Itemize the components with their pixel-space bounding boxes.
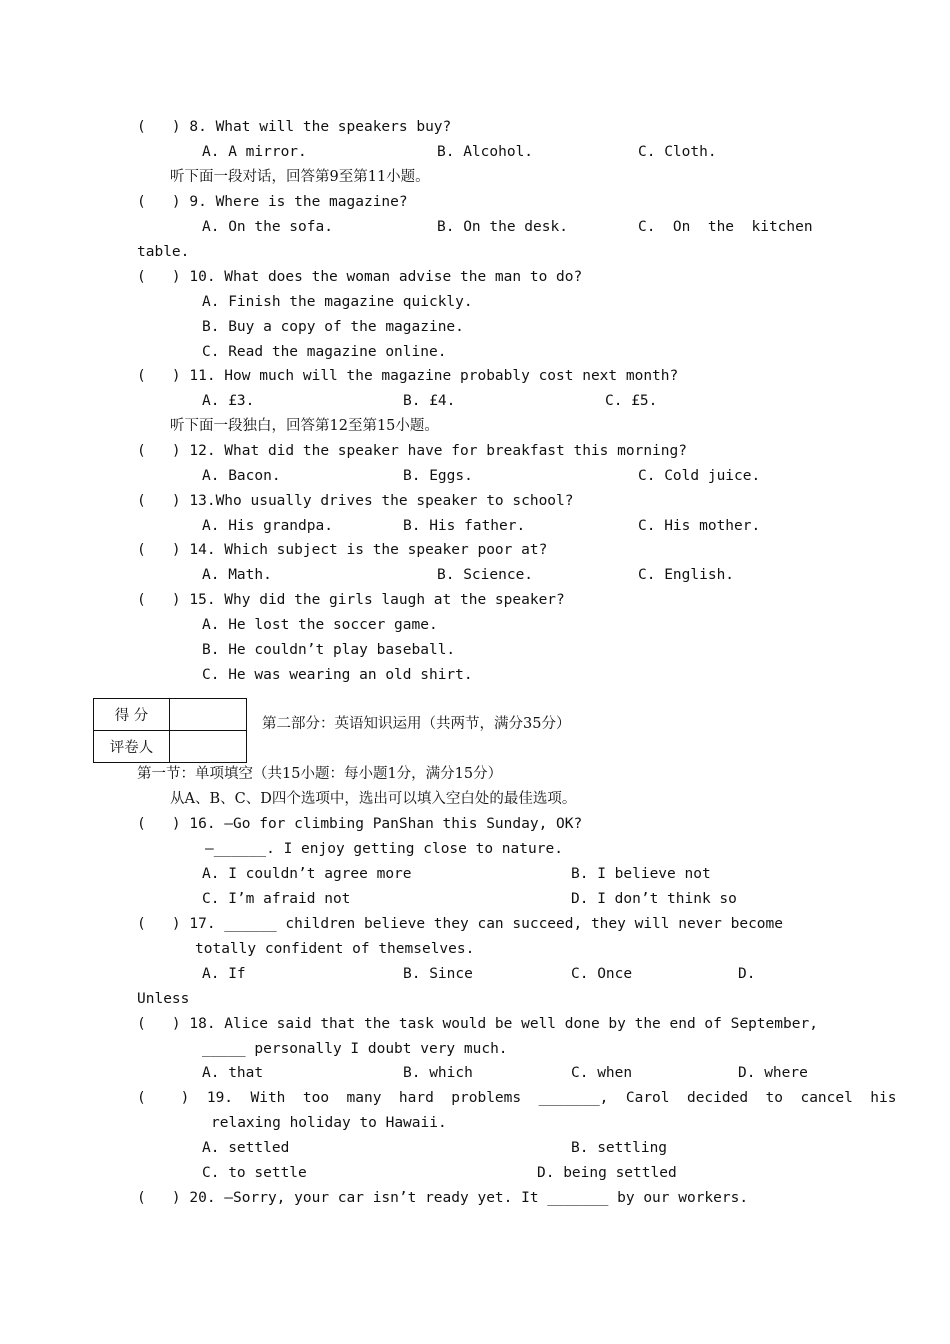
- line-q19a: A. settled: [202, 1140, 290, 1156]
- line-q8c: C. Cloth.: [638, 144, 717, 160]
- line-q16b: B. I believe not: [571, 866, 711, 882]
- line-q9a: A. On the sofa.: [202, 219, 333, 235]
- line-q18a: A. that: [202, 1065, 264, 1081]
- line-q13c: C. His mother.: [638, 518, 761, 534]
- line-q12b: B. Eggs.: [403, 468, 473, 484]
- line-q15a: A. He lost the soccer game.: [202, 617, 438, 633]
- score-table: [93, 698, 247, 763]
- line-q18b: B. which: [403, 1065, 473, 1081]
- line-q10a: A. Finish the magazine quickly.: [202, 294, 473, 310]
- line-q16: ( ) 16. —Go for climbing PanShan this Sunday, OK?: [137, 816, 583, 832]
- line-q13: ( ) 13.Who usually drives the speaker to school?: [137, 493, 574, 509]
- line-q17d2: Unless: [137, 991, 190, 1007]
- line-q17c: C. Once: [571, 966, 633, 982]
- line-s9: 听下面一段对话，回答第9至第11小题。: [170, 169, 430, 185]
- line-q9b: B. On the desk.: [437, 219, 568, 235]
- line-q18: ( ) 18. Alice said that the task would be well done by the end of September,: [137, 1016, 818, 1032]
- line-q19d: D. being settled: [537, 1165, 677, 1181]
- line-inst: 从A、B、C、D四个选项中，选出可以填入空白处的最佳选项。: [170, 791, 577, 807]
- line-q12c: C. Cold juice.: [638, 468, 761, 484]
- line-q18c: C. when: [571, 1065, 633, 1081]
- line-q8a: A. A mirror.: [202, 144, 307, 160]
- line-q9c: C. On the kitchen: [638, 219, 813, 235]
- line-q14b: B. Science.: [437, 567, 534, 583]
- line-q8b: B. Alcohol.: [437, 144, 534, 160]
- line-part2: 第二部分：英语知识运用（共两节，满分35分）: [262, 716, 571, 732]
- line-q11a: A. £3.: [202, 393, 255, 409]
- line-q18s: _____ personally I doubt very much.: [202, 1041, 508, 1057]
- line-q15b: B. He couldn’t play baseball.: [202, 642, 456, 658]
- line-q13a: A. His grandpa.: [202, 518, 333, 534]
- line-q17b: B. Since: [403, 966, 473, 982]
- line-s12: 听下面一段独白，回答第12至第15小题。: [170, 418, 439, 434]
- line-q10b: B. Buy a copy of the magazine.: [202, 319, 464, 335]
- line-q17s: totally confident of themselves.: [195, 941, 475, 957]
- line-q16c: C. I’m afraid not: [202, 891, 351, 907]
- score-label: 得 分: [94, 699, 170, 731]
- line-q17d: D.: [738, 966, 756, 982]
- line-q15: ( ) 15. Why did the girls laugh at the speaker?: [137, 592, 565, 608]
- line-q17: ( ) 17. ______ children believe they can succeed, they will never become: [137, 916, 784, 932]
- line-q12a: A. Bacon.: [202, 468, 281, 484]
- line-q14c: C. English.: [638, 567, 735, 583]
- line-q20: ( ) 20. —Sorry, your car isn’t ready yet. It _______ by our workers.: [137, 1190, 749, 1206]
- line-q19c: C. to settle: [202, 1165, 307, 1181]
- line-q19: ( ) 19. With too many hard problems _______, Carol decided to cancel his: [137, 1090, 897, 1106]
- line-q16d: D. I don’t think so: [571, 891, 737, 907]
- line-q9c2: table.: [137, 244, 190, 260]
- line-q10c: C. Read the magazine online.: [202, 344, 447, 360]
- line-q16a: A. I couldn’t agree more: [202, 866, 412, 882]
- line-q8: ( ) 8. What will the speakers buy?: [137, 119, 452, 135]
- line-q14: ( ) 14. Which subject is the speaker poor at?: [137, 542, 548, 558]
- line-sec1: 第一节：单项填空（共15小题：每小题1分，满分15分）: [137, 766, 503, 782]
- line-q11: ( ) 11. How much will the magazine probably cost next month?: [137, 368, 679, 384]
- line-q19b: B. settling: [571, 1140, 668, 1156]
- line-q19s: relaxing holiday to Hawaii.: [211, 1115, 447, 1131]
- grader-cell: [170, 731, 247, 763]
- line-q13b: B. His father.: [403, 518, 526, 534]
- score-cell: [170, 699, 247, 731]
- grader-label: 评卷人: [94, 731, 170, 763]
- line-q12: ( ) 12. What did the speaker have for breakfast this morning?: [137, 443, 687, 459]
- line-q11b: B. £4.: [403, 393, 456, 409]
- line-q15c: C. He was wearing an old shirt.: [202, 667, 473, 683]
- line-q14a: A. Math.: [202, 567, 272, 583]
- line-q9: ( ) 9. Where is the magazine?: [137, 194, 408, 210]
- line-q17a: A. If: [202, 966, 246, 982]
- line-q10: ( ) 10. What does the woman advise the man to do?: [137, 269, 583, 285]
- line-q16s: —______. I enjoy getting close to nature.: [205, 841, 563, 857]
- line-q18d: D. where: [738, 1065, 808, 1081]
- line-q11c: C. £5.: [605, 393, 658, 409]
